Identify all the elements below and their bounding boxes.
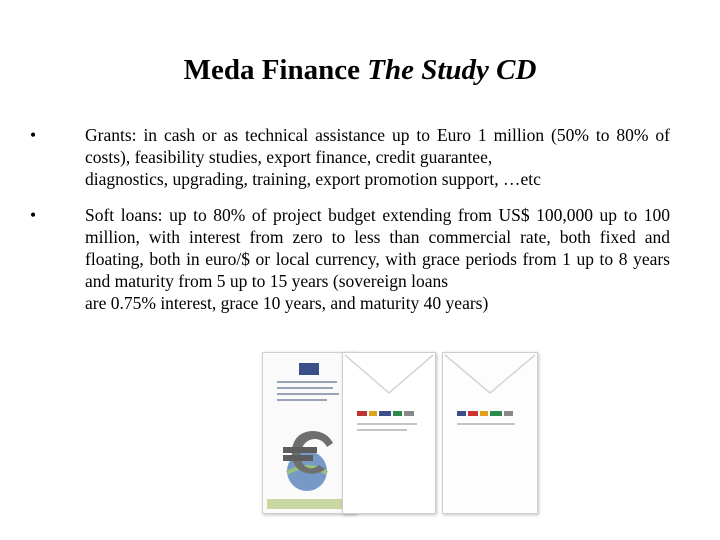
sponsor-logo — [357, 411, 367, 416]
sponsor-logo — [480, 411, 488, 416]
title-italic: The Study CD — [367, 54, 537, 86]
back-text-line — [357, 423, 417, 425]
euro-sculpture-globe-icon — [273, 425, 345, 495]
cd-sleeve-back — [342, 352, 436, 514]
bullet-text-last-line: are 0.75% interest, grace 10 years, and maturity 40 years) — [85, 293, 489, 313]
sleeve-flap-icon — [443, 353, 537, 397]
bullet-item-soft-loans — [30, 204, 670, 314]
back-text-line — [457, 423, 515, 425]
sponsor-logo — [404, 411, 414, 416]
logo-icon — [299, 363, 319, 375]
sponsor-logo — [504, 411, 513, 416]
bullet-marker: • — [30, 205, 37, 225]
bullet-item-grants — [30, 124, 670, 190]
cover-footer-band — [267, 499, 351, 509]
sponsor-logo — [468, 411, 478, 416]
cd-sleeve-open — [442, 352, 538, 514]
cd-sleeve-images — [262, 352, 662, 514]
sponsor-logo — [369, 411, 377, 416]
sponsor-logo — [457, 411, 466, 416]
sponsor-logo — [379, 411, 391, 416]
sponsor-logo — [490, 411, 502, 416]
bullet-marker: • — [30, 125, 37, 145]
back-text-line — [357, 429, 407, 431]
slide-title — [0, 50, 720, 90]
bullet-text-last-line: diagnostics, upgrading, training, export promotion support, …etc — [85, 169, 541, 189]
sleeve-flap-icon — [343, 353, 435, 397]
bullet-text: Soft loans: up to 80% of project budget extending from US$ 100,000 up to 100 million, with interest from zero to less than commercial rate, both fixed and floating, both in euro/$ or local currency, with grace periods from 1 up to 8 years and maturity from 5 up to 15 years (sovereign loans — [85, 205, 670, 291]
bullet-list — [30, 124, 670, 314]
cover-text-line — [277, 387, 333, 389]
sponsor-logos-strip — [457, 411, 523, 417]
bullet-text: Grants: in cash or as technical assistance up to Euro 1 million (50% to 80% of costs), feasibility studies, export finance, credit guarantee, — [85, 125, 670, 167]
sponsor-logos-strip — [357, 411, 423, 417]
title-main: Meda Finance — [183, 54, 360, 86]
cover-text-line — [277, 381, 337, 383]
sponsor-logo — [393, 411, 402, 416]
cover-text-line — [277, 393, 339, 395]
cover-text-line — [277, 399, 327, 401]
